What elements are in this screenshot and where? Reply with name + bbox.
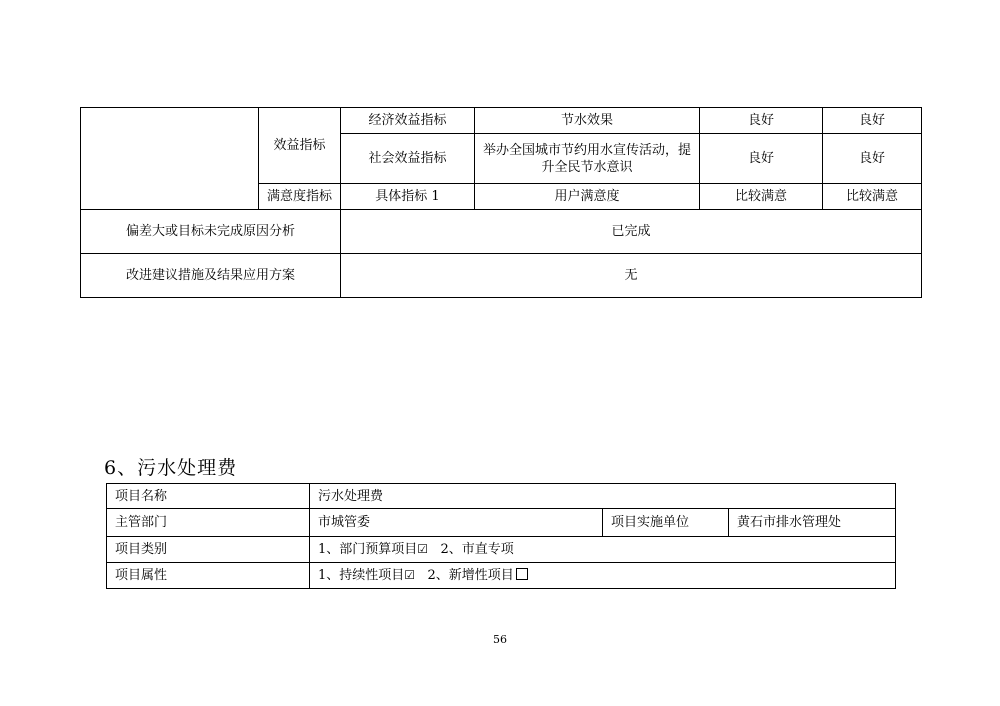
unchecked-box-icon — [516, 568, 528, 580]
improvement-plan-label: 改进建议措施及结果应用方案 — [81, 254, 341, 298]
checked-box-icon: ☑ — [404, 568, 416, 582]
table-row — [107, 509, 896, 537]
user-satisfaction-item: 用户满意度 — [475, 184, 700, 210]
specific-indicator-label: 具体指标 1 — [341, 184, 475, 210]
project-info-table — [106, 483, 896, 589]
project-category-label: 项目类别 — [107, 537, 310, 563]
attribute-option-ongoing: 1、持续性项目 — [318, 568, 405, 583]
satisfaction-target: 比较满意 — [700, 184, 823, 210]
social-actual: 良好 — [823, 134, 922, 184]
table-row — [81, 254, 922, 298]
performance-table — [80, 107, 922, 298]
blank-cell — [81, 108, 259, 210]
project-attribute-label: 项目属性 — [107, 563, 310, 589]
project-attribute-value — [310, 563, 896, 589]
project-name-value: 污水处理费 — [310, 484, 896, 509]
project-name-label: 项目名称 — [107, 484, 310, 509]
category-option-budget: 1、部门预算项目 — [318, 542, 418, 557]
benefit-indicator-label: 效益指标 — [259, 108, 341, 184]
deviation-analysis-label: 偏差大或目标未完成原因分析 — [81, 210, 341, 254]
economic-benefit-item: 节水效果 — [475, 108, 700, 134]
economic-actual: 良好 — [823, 108, 922, 134]
deviation-analysis-value: 已完成 — [341, 210, 922, 254]
economic-target: 良好 — [700, 108, 823, 134]
category-option-special: 2、市直专项 — [440, 542, 514, 557]
table-row — [107, 484, 896, 509]
section-heading: 6、污水处理费 — [104, 457, 238, 479]
page-number: 56 — [493, 633, 507, 646]
social-benefit-label: 社会效益指标 — [341, 134, 475, 184]
economic-benefit-label: 经济效益指标 — [341, 108, 475, 134]
social-benefit-item: 举办全国城市节约用水宣传活动，提升全民节水意识 — [475, 134, 700, 184]
project-category-value — [310, 537, 896, 563]
implementing-unit-value: 黄石市排水管理处 — [729, 509, 896, 537]
table-row — [81, 210, 922, 254]
satisfaction-actual: 比较满意 — [823, 184, 922, 210]
satisfaction-indicator-label: 满意度指标 — [259, 184, 341, 210]
improvement-plan-value: 无 — [341, 254, 922, 298]
checked-box-icon: ☑ — [417, 542, 429, 556]
table-row — [107, 537, 896, 563]
table-row — [81, 108, 922, 134]
social-target: 良好 — [700, 134, 823, 184]
department-value: 市城管委 — [310, 509, 603, 537]
table-row — [107, 563, 896, 589]
attribute-option-new: 2、新增性项目 — [427, 568, 514, 583]
department-label: 主管部门 — [107, 509, 310, 537]
implementing-unit-label: 项目实施单位 — [603, 509, 729, 537]
